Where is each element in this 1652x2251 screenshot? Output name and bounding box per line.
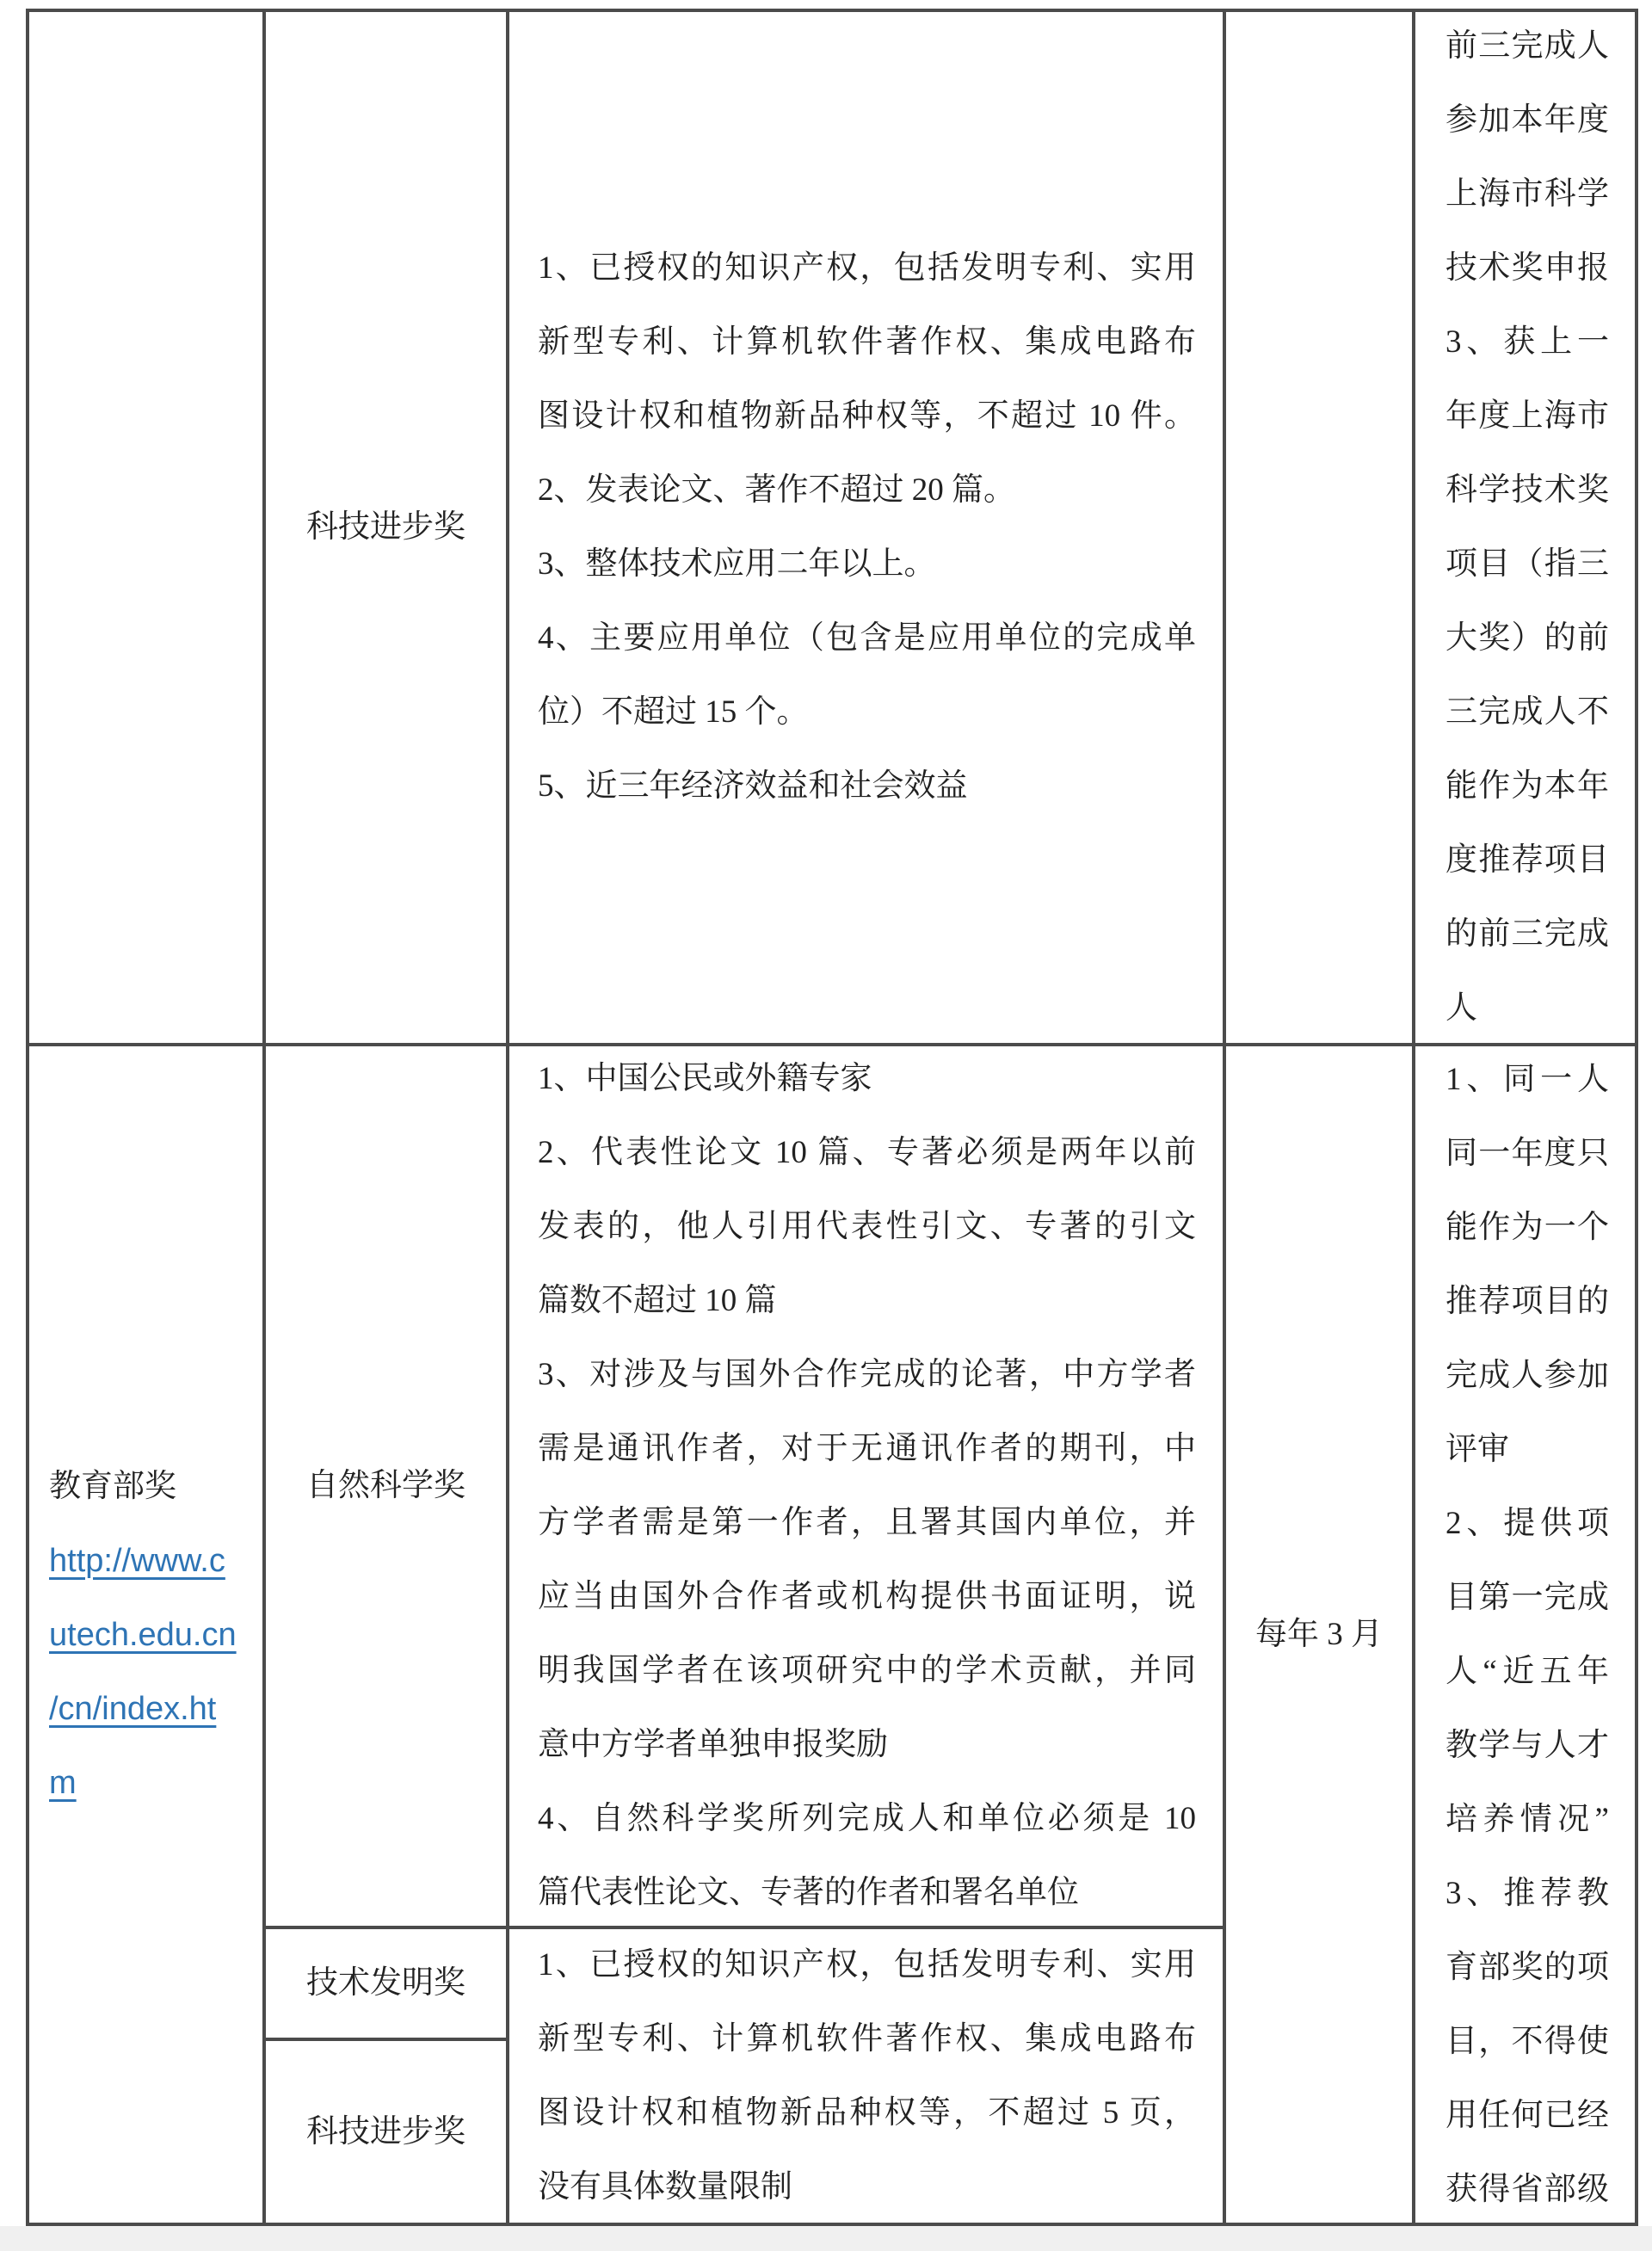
notes-cell-row1 [1415,12,1635,1046]
award-type-label: 科技进步奖 [306,509,465,545]
note-line: 参加本年度 [1446,102,1609,138]
award-type-label: 自然科学奖 [306,1468,465,1503]
requirement-line: 意中方学者单独申报奖励 [538,1727,888,1762]
note-line: 育部奖的项 [1446,1949,1609,1985]
note-line: 推荐项目的 [1446,1283,1609,1319]
requirement-line: 1、中国公民或外籍专家 [538,1061,872,1096]
page-bottom-shade [0,2226,1652,2251]
note-line: 目第一完成 [1446,1579,1609,1615]
requirement-line: 4、主要应用单位（包含是应用单位的完成单 [538,620,1196,656]
requirement-line: 明我国学者在该项研究中的学术贡献，并同 [538,1653,1196,1688]
deadline-cell-row1 [1226,12,1415,1046]
note-line: 人 [1446,990,1477,1026]
note-line: 3、推荐教 [1446,1875,1609,1911]
requirements-cell-natural-science [509,1046,1226,1929]
note-line: 用任何已经 [1446,2097,1609,2133]
award-type-cell-progress-row1 [266,12,509,1046]
award-type-label: 技术发明奖 [306,1965,465,2001]
requirement-line: 4、自然科学奖所列完成人和单位必须是 10 [538,1801,1196,1836]
note-line: 评审 [1446,1431,1509,1467]
note-line: 年度上海市 [1446,398,1609,434]
requirement-line: 位）不超过 15 个。 [538,694,809,730]
note-line: 上海市科学 [1446,176,1609,212]
award-type-cell-tech-progress [266,2041,509,2223]
requirement-line: 1、已授权的知识产权，包括发明专利、实用 [538,1946,1196,1983]
requirement-line: 图设计权和植物新品种权等，不超过 10 件。 [538,398,1196,434]
deadline-cell-moe [1226,1046,1415,2223]
note-line: 1、同一人 [1446,1061,1609,1097]
note-line: 目，不得使 [1446,2023,1609,2059]
source-title: 教育部奖 [49,1468,176,1504]
requirement-line: 1、已授权的知识产权，包括发明专利、实用 [538,250,1196,286]
note-line: 三完成人不 [1446,694,1609,730]
requirement-line: 需是通讯作者，对于无通讯作者的期刊，中 [538,1431,1196,1466]
source-cell-moe [29,1046,266,2223]
requirement-line: 应当由国外合作者或机构提供书面证明，说 [538,1579,1196,1614]
source-url-line[interactable]: /cn/index.ht [49,1690,217,1727]
requirement-line: 3、整体技术应用二年以上。 [538,546,936,582]
award-type-label: 科技进步奖 [306,2113,465,2149]
award-type-cell-tech-invention [266,1929,509,2041]
requirement-line: 5、近三年经济效益和社会效益 [538,768,968,804]
requirement-line: 2、代表性论文 10 篇、专著必须是两年以前 [538,1135,1196,1170]
awards-table [26,9,1638,2226]
source-url-line[interactable]: http://www.c [49,1542,225,1579]
note-line: 前三完成人 [1446,28,1609,64]
requirement-line: 没有具体数量限制 [538,2168,792,2205]
note-line: 科学技术奖 [1446,472,1609,508]
deadline-label: 每年 3 月 [1255,1616,1383,1652]
notes-cell-moe [1415,1046,1635,2223]
requirement-line: 篇数不超过 10 篇 [538,1283,777,1318]
requirement-line: 篇代表性论文、专著的作者和署名单位 [538,1875,1079,1910]
requirements-cell-invention-progress [509,1929,1226,2223]
source-cell-row1 [29,12,266,1046]
note-line: 能作为本年 [1446,768,1609,804]
requirement-line: 新型专利、计算机软件著作权、集成电路布 [538,2020,1196,2057]
requirement-line: 3、对涉及与国外合作完成的论著，中方学者 [538,1357,1196,1392]
source-url [49,1524,252,1820]
requirement-line: 发表的，他人引用代表性引文、专著的引文 [538,1209,1196,1244]
note-line: 3、获上一 [1446,324,1609,360]
source-url-line[interactable]: utech.edu.cn [49,1616,237,1653]
note-line: 培养情况” [1446,1801,1609,1837]
note-line: 项目（指三 [1446,546,1609,582]
requirement-line: 新型专利、计算机软件著作权、集成电路布 [538,324,1196,360]
requirement-line: 图设计权和植物新品种权等，不超过 5 页， [538,2094,1196,2131]
note-line: 度推荐项目 [1446,842,1609,878]
note-line: 的前三完成 [1446,916,1609,952]
note-line: 教学与人才 [1446,1727,1609,1763]
note-line: 获得省部级 [1446,2171,1609,2207]
requirement-line: 方学者需是第一作者，且署其国内单位，并 [538,1505,1196,1540]
note-line: 技术奖申报 [1446,250,1609,286]
note-line: 同一年度只 [1446,1135,1609,1171]
note-line: 人“近五年 [1446,1653,1609,1689]
source-url-line[interactable]: m [49,1764,77,1801]
note-line: 大奖）的前 [1446,620,1609,656]
award-type-cell-natural-science [266,1046,509,1929]
note-line: 能作为一个 [1446,1209,1609,1245]
note-line: 完成人参加 [1446,1357,1609,1393]
requirements-cell-progress-row1 [509,12,1226,1046]
requirement-line: 2、发表论文、著作不超过 20 篇。 [538,472,1015,508]
note-line: 2、提供项 [1446,1505,1609,1541]
